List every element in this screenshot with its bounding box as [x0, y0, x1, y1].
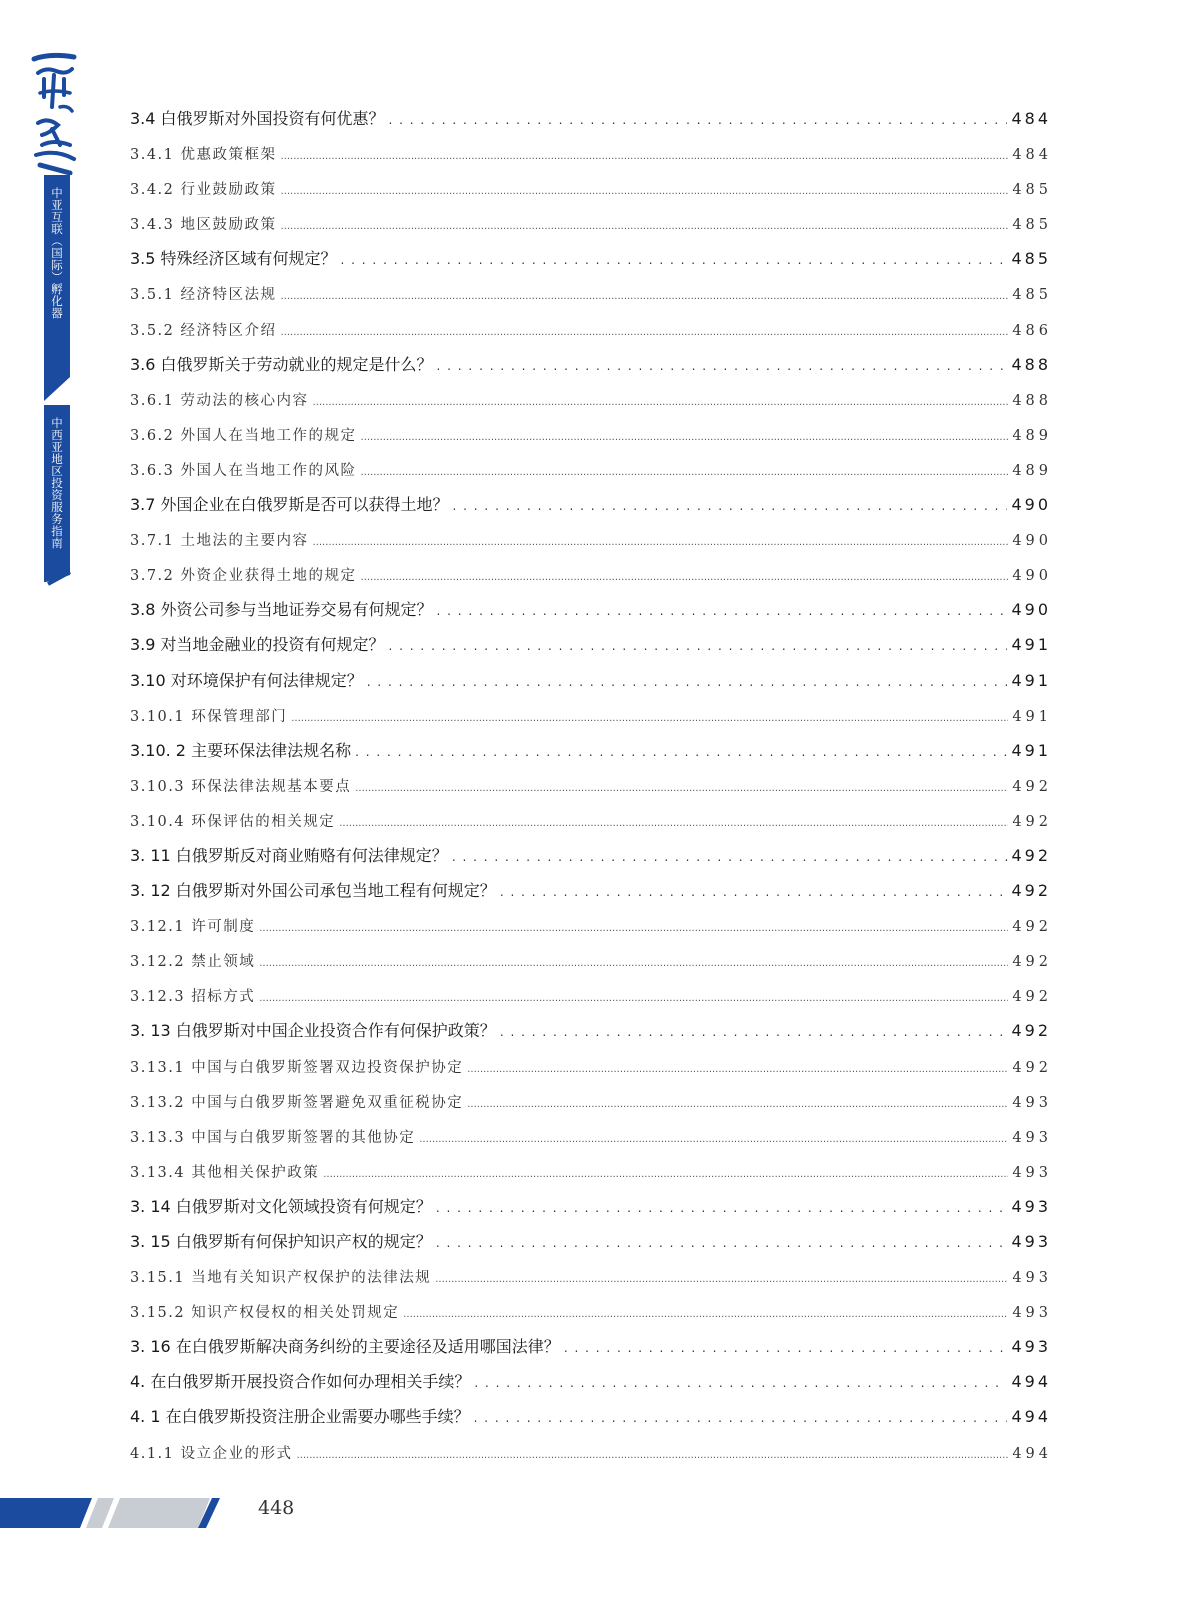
toc-subsection-entry[interactable] — [130, 276, 1052, 311]
toc-subsection-entry[interactable] — [130, 452, 1052, 487]
toc-entry-title: 3.5.1 经济特区法规 — [130, 287, 277, 304]
toc-entry-title: 3.12.3 招标方式 — [130, 989, 256, 1006]
toc-dot-leader — [281, 206, 1009, 244]
toc-section-entry[interactable] — [130, 838, 1051, 873]
toc-entry-page: 494 — [1011, 1372, 1051, 1392]
toc-entry-page: 489 — [1012, 427, 1052, 444]
toc-dot-leader — [452, 838, 1008, 875]
toc-entry-page: 492 — [1012, 989, 1052, 1006]
toc-entry-page: 493 — [1011, 1232, 1051, 1251]
toc-subsection-entry[interactable] — [130, 803, 1052, 838]
toc-entry-page: 490 — [1011, 495, 1051, 515]
toc-dot-leader — [453, 487, 1008, 524]
toc-dot-leader — [297, 1435, 1009, 1473]
toc-entry-title: 3. 14 白俄罗斯对文化领域投资有何规定？ — [130, 1196, 432, 1216]
toc-entry-page: 493 — [1012, 1270, 1052, 1287]
toc-section-entry[interactable] — [130, 101, 1051, 136]
toc-dot-leader — [389, 627, 1008, 664]
toc-section-entry[interactable] — [130, 1189, 1051, 1224]
toc-entry-page: 486 — [1012, 322, 1052, 339]
toc-dot-leader — [361, 557, 1009, 595]
toc-dot-leader — [281, 171, 1009, 209]
toc-entry-page: 492 — [1012, 1059, 1052, 1076]
toc-entry-title: 3.13.1 中国与白俄罗斯签署双边投资保护协定 — [130, 1059, 464, 1076]
toc-entry-page: 492 — [1012, 813, 1052, 830]
toc-entry-title: 3.10.4 环保评估的相关规定 — [130, 813, 336, 830]
toc-dot-leader — [281, 276, 1009, 314]
toc-dot-leader — [564, 1329, 1008, 1366]
toc-dot-leader — [403, 1294, 1008, 1332]
toc-subsection-entry[interactable] — [130, 978, 1052, 1013]
toc-subsection-entry[interactable] — [130, 522, 1052, 557]
toc-section-entry[interactable] — [130, 592, 1051, 627]
toc-dot-leader — [339, 803, 1008, 841]
toc-entry-page: 493 — [1011, 1337, 1051, 1357]
toc-entry-title: 3.12.1 许可制度 — [130, 919, 256, 936]
side-spine — [0, 0, 90, 600]
toc-dot-leader — [474, 1364, 1007, 1401]
toc-dot-leader — [500, 873, 1008, 910]
toc-entry-title: 3.4.2 行业鼓励政策 — [130, 182, 277, 199]
toc-entry-title: 3.13.2 中国与白俄罗斯签署避免双重征税协定 — [130, 1094, 464, 1111]
toc-entry-page: 490 — [1011, 600, 1051, 620]
toc-entry-page: 492 — [1012, 919, 1052, 936]
spine-band-top — [44, 175, 70, 375]
toc-entry-page: 494 — [1012, 1445, 1052, 1462]
toc-entry-page: 492 — [1011, 881, 1051, 901]
toc-entry-page: 494 — [1011, 1407, 1051, 1427]
toc-entry-title: 3.13.3 中国与白俄罗斯签署的其他协定 — [130, 1129, 416, 1146]
toc-dot-leader — [361, 417, 1009, 455]
toc-subsection-entry[interactable] — [130, 1154, 1052, 1189]
toc-subsection-entry[interactable] — [130, 171, 1052, 206]
toc-entry-title: 4.1.1 设立企业的形式 — [130, 1445, 293, 1462]
toc-entry-title: 3.4.3 地区鼓励政策 — [130, 217, 277, 234]
toc-section-entry[interactable] — [130, 241, 1051, 276]
toc-entry-page: 490 — [1012, 533, 1052, 550]
toc-dot-leader — [259, 908, 1008, 946]
toc-section-entry[interactable] — [130, 1364, 1051, 1399]
toc-dot-leader — [355, 768, 1008, 806]
toc-dot-leader — [281, 136, 1009, 174]
spine-text-incubator: 中亚互联（国际）孵化器 — [50, 187, 64, 319]
toc-subsection-entry[interactable] — [130, 417, 1052, 452]
toc-dot-leader — [341, 241, 1008, 278]
toc-entry-title: 3.6.2 外国人在当地工作的规定 — [130, 427, 357, 444]
toc-entry-page: 485 — [1012, 287, 1052, 304]
toc-subsection-entry[interactable] — [130, 557, 1052, 592]
toc-entry-page: 491 — [1011, 740, 1051, 760]
toc-section-entry[interactable] — [130, 733, 1051, 768]
toc-section-entry[interactable] — [130, 1013, 1051, 1048]
toc-entry-title: 3.10.3 环保法律法规基本要点 — [130, 778, 352, 795]
toc-subsection-entry[interactable] — [130, 698, 1052, 733]
toc-entry-title: 3.4 白俄罗斯对外国投资有何优惠？ — [130, 109, 385, 128]
toc-subsection-entry[interactable] — [130, 1084, 1052, 1119]
toc-entry-title: 3.8 外资公司参与当地证券交易有何规定？ — [130, 600, 433, 620]
toc-section-entry[interactable] — [130, 1399, 1051, 1434]
toc-entry-title: 3.7.2 外资企业获得土地的规定 — [130, 568, 357, 585]
toc-entry-title: 4. 在白俄罗斯开展投资合作如何办理相关手续？ — [130, 1372, 471, 1392]
toc-dot-leader — [436, 1224, 1008, 1261]
footer-stripes — [0, 1488, 230, 1528]
toc-entry-page: 492 — [1012, 954, 1052, 971]
toc-subsection-entry[interactable] — [130, 908, 1052, 943]
toc-entry-title: 3. 11 白俄罗斯反对商业贿赂有何法律规定？ — [130, 845, 448, 865]
toc-entry-title: 3. 12 白俄罗斯对外国公司承包当地工程有何规定？ — [130, 881, 496, 901]
toc-entry-page: 493 — [1011, 1196, 1051, 1216]
toc-entry-title: 3.4.1 优惠政策框架 — [130, 147, 277, 164]
toc-dot-leader — [500, 1013, 1008, 1050]
toc-dot-leader — [281, 312, 1009, 350]
toc-entry-title: 3.6.1 劳动法的核心内容 — [130, 392, 309, 409]
toc-section-entry[interactable] — [130, 487, 1051, 522]
toc-subsection-entry[interactable] — [130, 312, 1052, 347]
toc-subsection-entry[interactable] — [130, 1119, 1052, 1154]
toc-entry-title: 3. 13 白俄罗斯对中国企业投资合作有何保护政策？ — [130, 1021, 496, 1041]
toc-entry-title: 3.9 对当地金融业的投资有何规定？ — [130, 635, 385, 655]
toc-dot-leader — [436, 1189, 1008, 1226]
toc-subsection-entry[interactable] — [130, 1049, 1052, 1084]
toc-dot-leader — [467, 1049, 1008, 1087]
toc-entry-page: 492 — [1011, 845, 1051, 865]
toc-section-entry[interactable] — [130, 347, 1051, 382]
toc-dot-leader — [323, 1154, 1008, 1192]
toc-entry-title: 3.10. 2 主要环保法律法规名称 — [130, 740, 352, 760]
toc-subsection-entry[interactable] — [130, 1435, 1052, 1470]
toc-subsection-entry[interactable] — [130, 768, 1052, 803]
toc-entry-page: 490 — [1012, 568, 1052, 585]
toc-dot-leader — [367, 663, 1008, 700]
belt-road-logo — [30, 45, 80, 175]
toc-entry-title: 3.7.1 土地法的主要内容 — [130, 533, 309, 550]
toc-entry-page: 488 — [1012, 392, 1052, 409]
toc-subsection-entry[interactable] — [130, 1294, 1052, 1329]
toc-entry-title: 3.10 对环境保护有何法律规定？ — [130, 670, 363, 690]
toc-entry-title: 3.5 特殊经济区域有何规定？ — [130, 249, 337, 269]
toc-dot-leader — [437, 347, 1008, 384]
spine-band-bottom — [44, 405, 70, 575]
toc-entry-page: 493 — [1012, 1129, 1052, 1146]
toc-entry-page: 493 — [1012, 1094, 1052, 1111]
table-of-contents — [130, 101, 1052, 1470]
toc-entry-title: 3.6 白俄罗斯关于劳动就业的规定是什么？ — [130, 354, 433, 374]
toc-entry-title: 3.6.3 外国人在当地工作的风险 — [130, 462, 357, 479]
toc-dot-leader — [389, 101, 1008, 138]
toc-entry-page: 485 — [1011, 249, 1051, 269]
page-number: 448 — [258, 1497, 295, 1519]
toc-entry-title: 3.15.2 知识产权侵权的相关处罚规定 — [130, 1305, 400, 1322]
toc-entry-page: 488 — [1011, 354, 1051, 374]
toc-entry-title: 3.5.2 经济特区介绍 — [130, 322, 277, 339]
toc-entry-title: 3.7 外国企业在白俄罗斯是否可以获得土地？ — [130, 495, 449, 515]
toc-dot-leader — [419, 1119, 1008, 1157]
toc-entry-page: 485 — [1012, 182, 1052, 199]
toc-entry-title: 3. 16 在白俄罗斯解决商务纠纷的主要途径及适用哪国法律？ — [130, 1337, 560, 1357]
spine-text-guide: 中西亚地区投资服务指南 — [50, 417, 64, 549]
toc-subsection-entry[interactable] — [130, 1259, 1052, 1294]
toc-entry-page: 484 — [1011, 109, 1051, 128]
toc-entry-title: 3.15.1 当地有关知识产权保护的法律法规 — [130, 1270, 432, 1287]
toc-dot-leader — [355, 733, 1007, 770]
toc-dot-leader — [259, 943, 1008, 981]
toc-dot-leader — [313, 382, 1009, 420]
toc-section-entry[interactable] — [130, 663, 1051, 698]
toc-entry-title: 3.13.4 其他相关保护政策 — [130, 1164, 320, 1181]
toc-section-entry[interactable] — [130, 1224, 1051, 1259]
toc-entry-page: 492 — [1011, 1021, 1051, 1041]
toc-entry-title: 3.12.2 禁止领域 — [130, 954, 256, 971]
toc-section-entry[interactable] — [130, 873, 1051, 908]
toc-entry-page: 484 — [1012, 147, 1052, 164]
toc-dot-leader — [259, 978, 1008, 1016]
toc-entry-page: 492 — [1012, 778, 1052, 795]
toc-subsection-entry[interactable] — [130, 943, 1052, 978]
toc-dot-leader — [435, 1259, 1008, 1297]
toc-dot-leader — [291, 698, 1008, 736]
toc-entry-page: 491 — [1011, 635, 1051, 655]
toc-entry-page: 493 — [1012, 1164, 1052, 1181]
toc-entry-title: 3.10.1 环保管理部门 — [130, 708, 288, 725]
toc-dot-leader — [467, 1084, 1008, 1122]
toc-entry-title: 3. 15 白俄罗斯有何保护知识产权的规定？ — [130, 1232, 432, 1251]
toc-section-entry[interactable] — [130, 627, 1051, 662]
toc-entry-page: 491 — [1011, 670, 1051, 690]
toc-subsection-entry[interactable] — [130, 206, 1052, 241]
toc-entry-page: 485 — [1012, 217, 1052, 234]
toc-dot-leader — [437, 592, 1008, 629]
spine-slash-top — [42, 373, 74, 403]
toc-entry-page: 493 — [1012, 1305, 1052, 1322]
toc-entry-title: 4. 1 在白俄罗斯投资注册企业需要办哪些手续？ — [130, 1407, 470, 1427]
spine-slash-bottom — [42, 572, 74, 602]
toc-section-entry[interactable] — [130, 1329, 1051, 1364]
toc-entry-page: 489 — [1012, 462, 1052, 479]
toc-entry-page: 491 — [1012, 708, 1052, 725]
toc-dot-leader — [474, 1399, 1008, 1436]
toc-subsection-entry[interactable] — [130, 136, 1052, 171]
toc-dot-leader — [313, 522, 1009, 560]
toc-subsection-entry[interactable] — [130, 382, 1052, 417]
toc-dot-leader — [361, 452, 1009, 490]
